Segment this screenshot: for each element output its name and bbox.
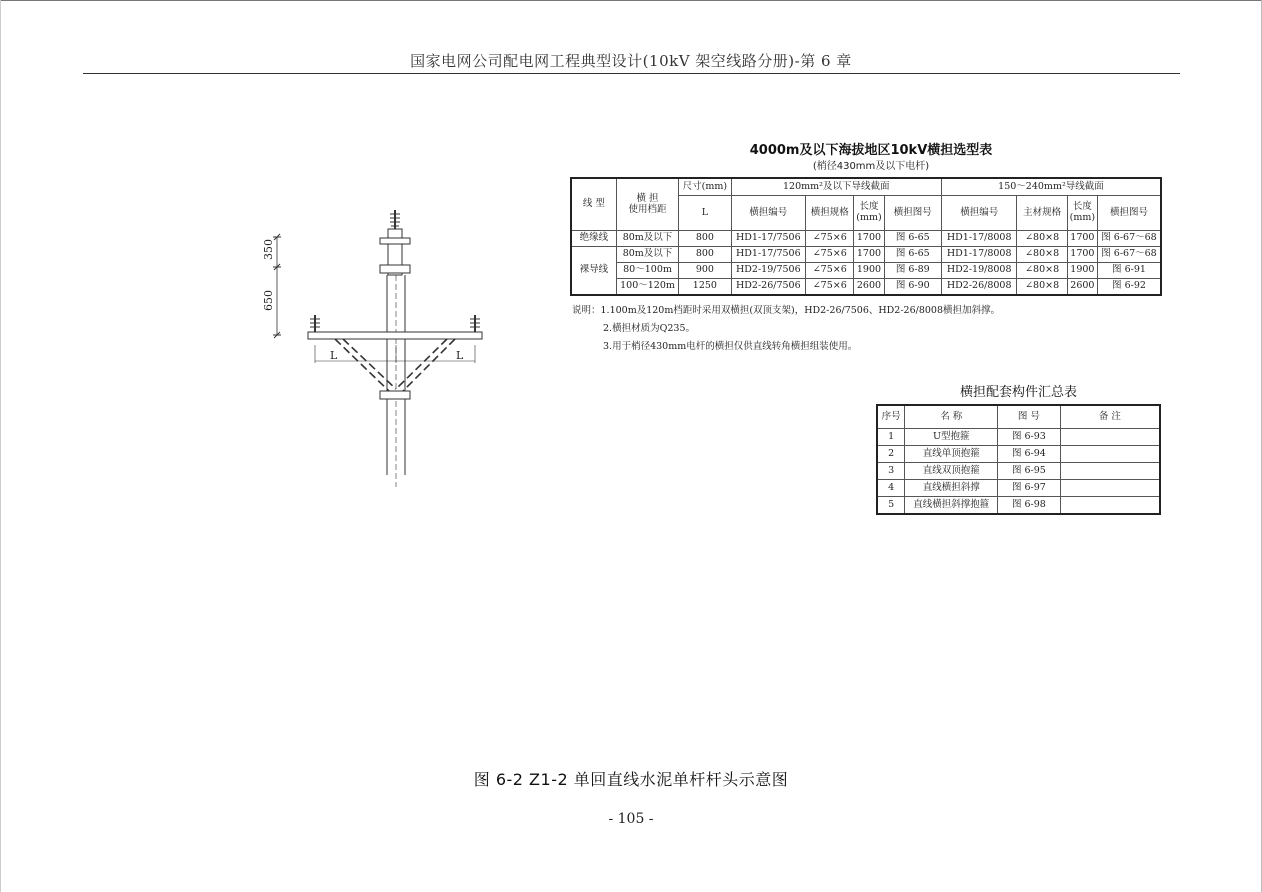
brace-clamp (380, 391, 410, 399)
header-group-150: 150～240mm²导线截面 (941, 178, 1161, 196)
top-insulator-icon (390, 210, 400, 229)
table2-title: 横担配套构件汇总表 (959, 385, 1077, 400)
right-insulator-icon (470, 315, 480, 332)
header-code2: 横担编号 (941, 196, 1017, 231)
diagonal-braces (335, 339, 455, 393)
header-name: 名 称 (905, 405, 998, 429)
document-header: 国家电网公司配电网工程典型设计(10kV 架空线路分册)-第 6 章 (410, 52, 852, 70)
header-no: 序号 (877, 405, 905, 429)
header-length: 长度 (mm) (854, 196, 884, 231)
crossarm (308, 332, 482, 339)
table-row: 绝缘线 80m及以下 800 HD1-17/7506 ∠75×6 1700 图 6-65 HD1-17/8008 ∠80×8 1700 图 6-67～68 (571, 231, 1161, 247)
page-number: - 105 - (608, 811, 654, 827)
header-drawing: 横担图号 (884, 196, 941, 231)
header-spec: 横担规格 (806, 196, 854, 231)
header-group-120: 120mm²及以下导线截面 (731, 178, 941, 196)
dim-L-left-label: L (330, 349, 338, 362)
fittings-summary-table (876, 404, 1161, 515)
table-row: 2 直线单顶抱箍 图 6-94 (877, 446, 1160, 463)
table-row: 裸导线 80m及以下 800 HD1-17/7506 ∠75×6 1700 图 6-65 HD1-17/8008 ∠80×8 1700 图 6-67～68 (571, 247, 1161, 263)
header-span: 横 担 使用档距 (616, 178, 678, 231)
header-L: L (679, 196, 731, 231)
table-row: 4 直线横担斜撑 图 6-97 (877, 480, 1160, 497)
notes-block (572, 302, 1000, 356)
frame-left-border (0, 0, 1, 892)
table-row: 100～120m 1250 HD2-26/7506 ∠75×6 2600 图 6-90 HD2-26/8008 ∠80×8 2600 图 6-92 (571, 279, 1161, 296)
note-line-1: 说明：1.100m及120m档距时采用双横担(双顶支架)，HD2-26/7506、HD2-26/8008横担加斜撑。 (572, 305, 1001, 316)
header-material: 主材规格 (1017, 196, 1067, 231)
dim-650-label: 650 (262, 290, 275, 311)
header-remark: 备 注 (1060, 405, 1160, 429)
figure-caption: 图 6-2 Z1-2 单回直线水泥单杆杆头示意图 (473, 770, 789, 789)
table-row: 1 U型抱箍 图 6-93 (877, 429, 1160, 446)
header-drawing2: 横担图号 (1097, 196, 1161, 231)
crossarm-selection-table (570, 177, 1162, 296)
table1-title: 4000m及以下海拔地区10kV横担选型表 (749, 143, 993, 158)
dim-L-right-label: L (456, 349, 464, 362)
header-line-type: 线 型 (571, 178, 616, 231)
header-drawing-no: 图 号 (998, 405, 1061, 429)
header-size: 尺寸(mm) (679, 178, 731, 196)
header-length2: 长度 (mm) (1067, 196, 1097, 231)
table1-subtitle: (梢径430mm及以下电杆) (812, 161, 930, 172)
left-insulator-icon (310, 315, 320, 332)
table-row: 3 直线双顶抱箍 图 6-95 (877, 463, 1160, 480)
pole-head-drawing (255, 205, 495, 490)
table-row: 80～100m 900 HD2-19/7506 ∠75×6 1900 图 6-89 HD2-19/8008 ∠80×8 1900 图 6-91 (571, 263, 1161, 279)
note-line-3: 3.用于梢径430mm电杆的横担仅供直线转角横担组装使用。 (603, 341, 858, 352)
dim-350-label: 350 (262, 239, 275, 260)
header-rule (83, 73, 1180, 74)
frame-top-border (0, 0, 1262, 1)
note-line-2: 2.横担材质为Q235。 (603, 323, 695, 334)
table-row: 5 直线横担斜撑抱箍 图 6-98 (877, 497, 1160, 515)
header-code: 横担编号 (731, 196, 806, 231)
